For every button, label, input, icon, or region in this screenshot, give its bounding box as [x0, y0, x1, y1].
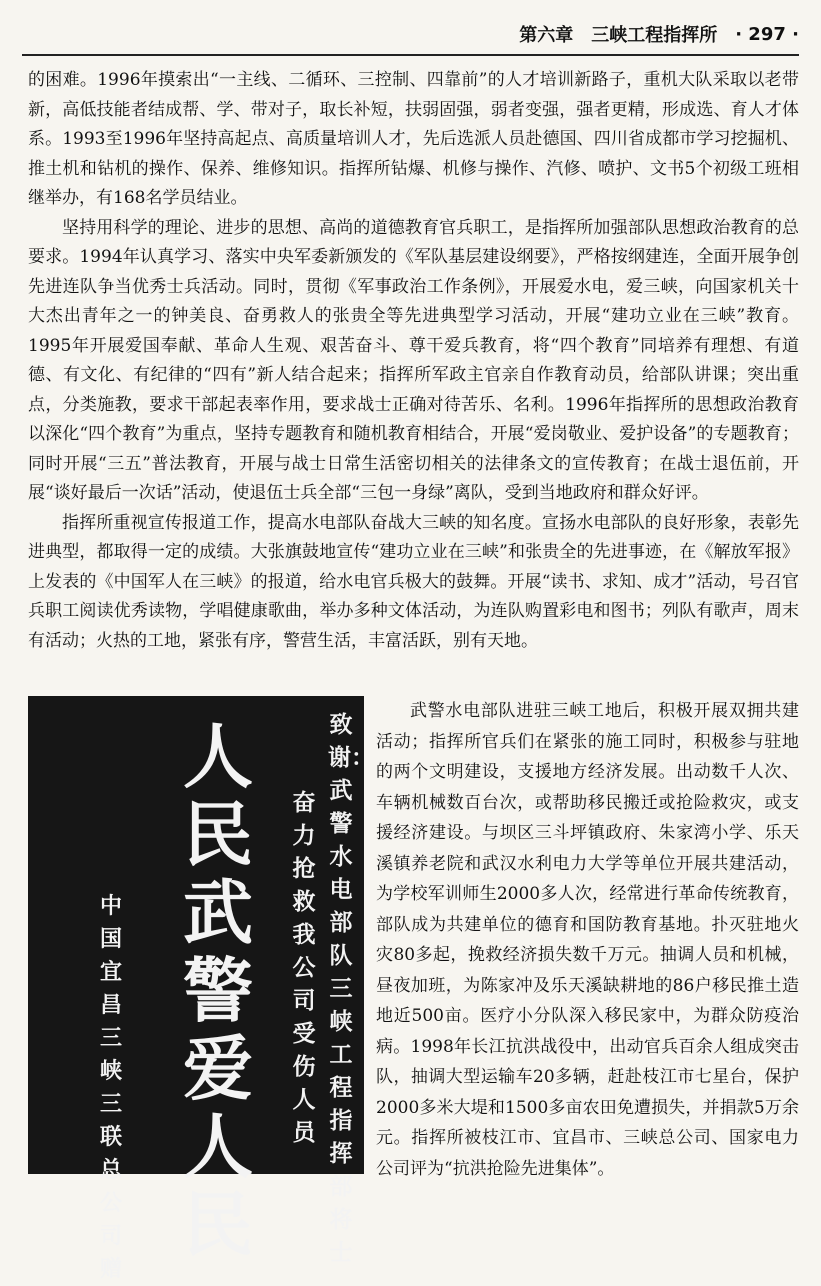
running-header — [22, 14, 799, 56]
paragraph: 指挥所重视宣传报道工作，提高水电部队奋战大三峡的知名度。宣扬水电部队的良好形象，表彰先进典型，都取得一定的成绩。大张旗鼓地宣传“建功立业在三峡”和张贵全的先进事迹，在《解放军报》上发表的《中国军人在三峡》的报道，给水电官兵极大的鼓舞。开展“读书、求知、成才”活动，号召官兵职工阅读优秀读物，学唱健康歌曲，举办多种文体活动，为连队购置彩电和图书；列队有歌声，周末有活动；火热的工地，紧张有序，警营生活，丰富活跃，别有天地。 — [28, 512, 799, 651]
banner-subtext: 奋力抢救我公司受伤人员 — [292, 789, 316, 1146]
page-number: · 297 · — [735, 23, 799, 45]
banner-giver: 中国宜昌三峡三联总公司赠 — [99, 893, 122, 1282]
paragraph: 的困难。1996年摸索出“一主线、二循环、三控制、四靠前”的人才培训新路子，重机大队采取以老带新，高低技能者结成帮、学、带对子，取长补短，扶弱固强，弱者变强，强者更精，形成选、育人才体系。1993至1996年坚持高起点、高质量培训人才，先后选派人员赴德国、四川省成都市学习挖掘机、推土机和钻机的操作、保养、维修知识。指挥所钻爆、机修与操作、汽修、喷护、文书5个初级工班相继举办，有168名学员结业。 — [28, 70, 799, 208]
main-text — [28, 66, 799, 656]
banner-title: 人民武警爱人民 — [183, 715, 253, 1266]
paragraph: 坚持用科学的理论、进步的思想、高尚的道德教育官兵职工，是指挥所加强部队思想政治教育的总要求。1994年认真学习、落实中央军委新颁发的《军队基层建设纲要》，严格按纲建连，全面开展争创先进连队争当优秀士兵活动。同时，贯彻《军事政治工作条例》，开展爱水电，爱三峡，向国家机关十大杰出青年之一的钟美良、奋勇救人的张贵全等先进典型学习活动，开展“建功立业在三峡”教育。1995年开展爱国奉献、革命人生观、艰苦奋斗、尊干爱兵教育，将“四个教育”同培养有理想、有道德、有文化、有纪律的“四有”新人结合起来；指挥所军政主官亲自作教育动员，给部队讲课；突出重点，分类施教，要求干部起表率作用，要求战士正确对待苦乐、名利。1996年指挥所的思想政治教育以深化“四个教育”为重点，坚持专题教育和随机教育相结合，开展“爱岗敬业、爱护设备”的专题教育；同时开展“三五”普法教育，开展与战士日常生活密切相关的法律条文的宣传教育；在战士退伍前，开展“谈好最后一次话”活动，使退伍士兵全部“三包一身绿”离队，受到当地政府和群众好评。 — [28, 217, 799, 503]
banner-photo — [28, 696, 374, 1282]
chapter-label: 第六章 — [519, 25, 574, 46]
banner-dedication: 致谢：武警水电部队三峡工程指挥部将士 — [328, 711, 374, 1266]
section-title: 三峡工程指挥所 — [591, 25, 718, 46]
paragraph: 武警水电部队进驻三峡工地后，积极开展双拥共建活动；指挥所官兵们在紧张的施工同时，积极参与驻地的两个文明建设，支援地方经济发展。出动数千人次、车辆机械数百台次，或帮助移民搬迁或抢险救灾，或支援经济建设。与坝区三斗坪镇政府、朱家湾小学、乐天溪镇养老院和武汉水利电力大学等单位开展共建活动，为学校军训师生2000多人次，经常进行革命传统教育，部队成为共建单位的德育和国防教育基地。扑灭驻地火灾80多起，挽救经济损失数千万元。抽调人员和机械，昼夜加班，为陈家冲及乐天溪缺耕地的86户移民推土造地近500亩。医疗小分队深入移民家中，为群众防疫治病。1998年长江抗洪战役中，出动官兵百余人组成突击队，抽调大型运输车20多辆，赶赴枝江市七星台，保护2000多米大堤和1500多亩农田免遭损失，并捐款5万余元。指挥所被枝江市、宜昌市、三峡总公司、国家电力公司评为“抗洪抢险先进集体”。 — [376, 701, 799, 1179]
side-text — [376, 696, 799, 1184]
